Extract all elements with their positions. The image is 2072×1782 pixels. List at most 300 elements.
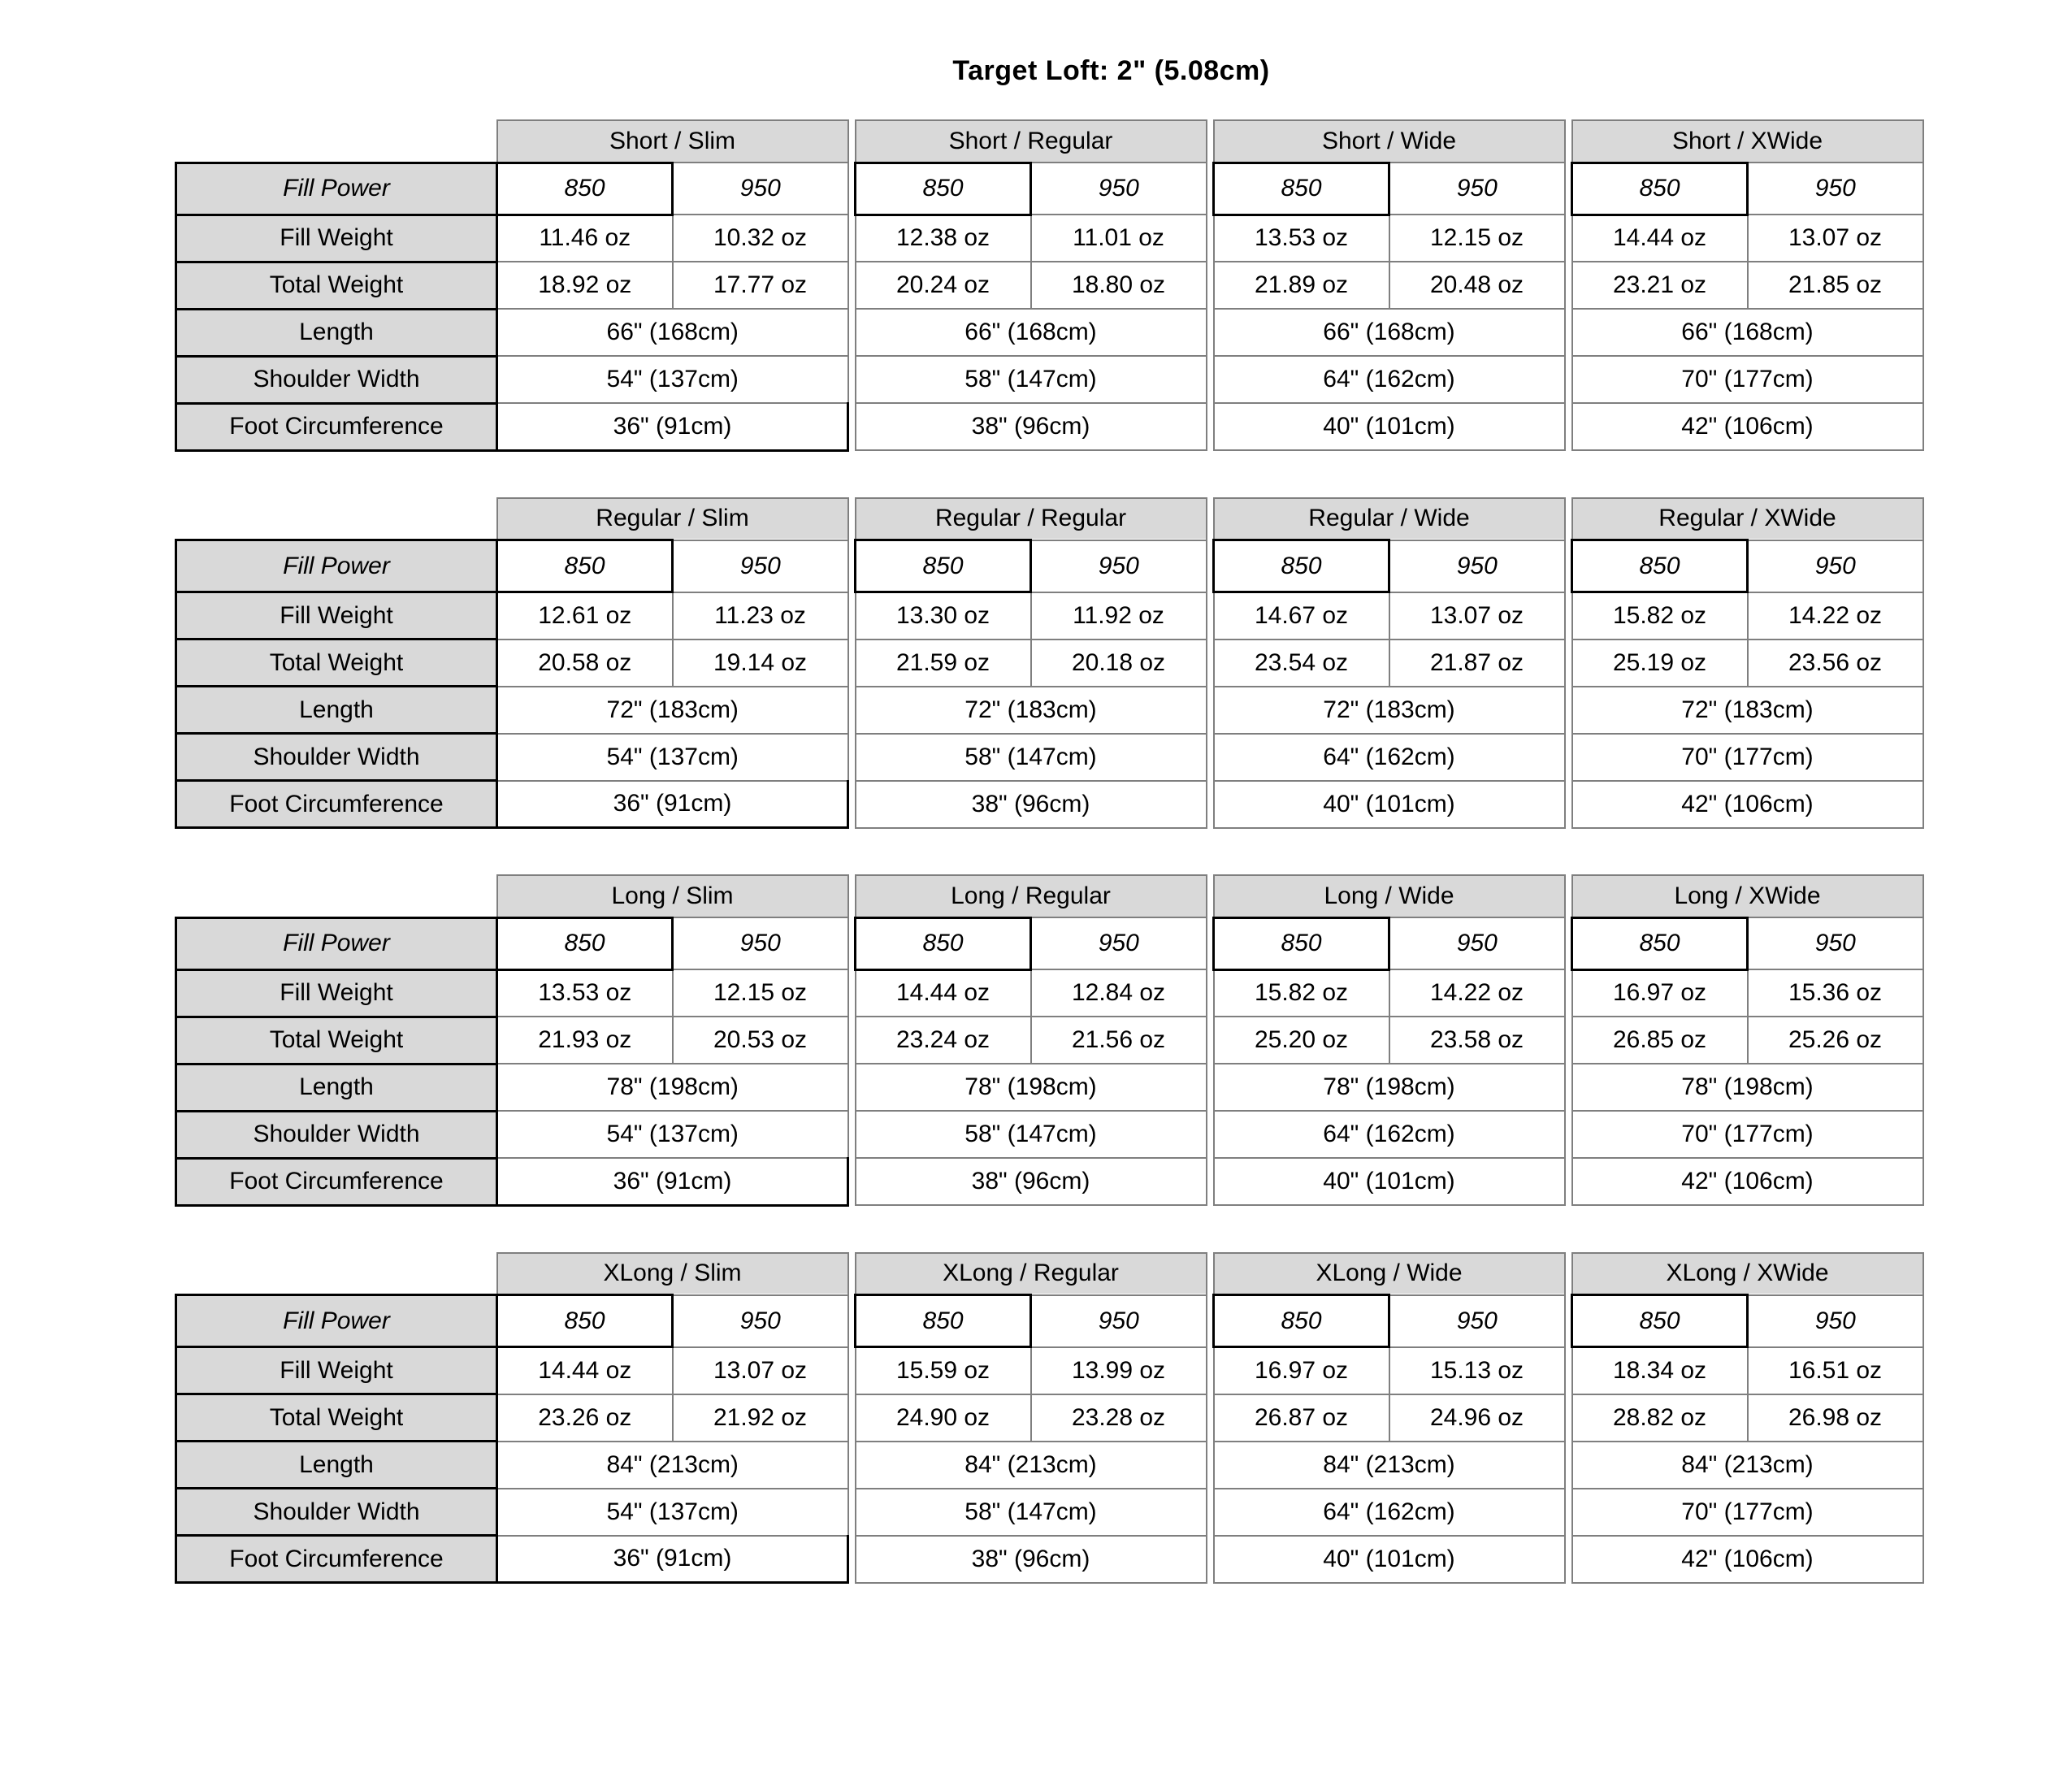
column-spacer <box>1207 687 1214 734</box>
size-tables-container <box>0 87 2072 1584</box>
column-spacer <box>1207 1347 1214 1394</box>
column-spacer <box>848 1394 856 1442</box>
fill-power-950-cell: 950 <box>673 163 848 215</box>
fill-weight-850-value: 12.61 oz <box>497 592 673 640</box>
total-weight-850-value: 26.87 oz <box>1214 1394 1389 1442</box>
total-weight-850-value: 24.90 oz <box>856 1394 1031 1442</box>
fill-power-850-cell: 850 <box>856 917 1031 969</box>
total-weight-950-value: 23.28 oz <box>1031 1394 1207 1442</box>
size-table-regular <box>175 497 1924 830</box>
fill-power-850-cell: 850 <box>1214 163 1389 215</box>
table-row-total-weight <box>176 1394 1923 1442</box>
column-spacer <box>848 687 856 734</box>
column-spacer <box>1565 1111 1572 1158</box>
column-spacer <box>1207 1442 1214 1489</box>
row-label-foot-circumference: Foot Circumference <box>176 1158 497 1205</box>
size-table-long <box>175 874 1924 1207</box>
column-spacer <box>1207 875 1214 917</box>
shoulder-width-value: 70" (177cm) <box>1572 734 1923 781</box>
shoulder-width-value: 54" (137cm) <box>497 1489 848 1536</box>
column-spacer <box>1565 1347 1572 1394</box>
table-row-fill-power <box>176 917 1923 969</box>
row-label-fill-weight: Fill Weight <box>176 969 497 1017</box>
shoulder-width-value: 64" (162cm) <box>1214 734 1565 781</box>
foot-circumference-value: 38" (96cm) <box>856 1536 1207 1583</box>
fill-power-950-cell: 950 <box>1031 1295 1207 1347</box>
group-header-cell: Short / Slim <box>497 120 848 163</box>
total-weight-850-value: 21.89 oz <box>1214 262 1389 309</box>
column-spacer <box>1565 1394 1572 1442</box>
length-value: 66" (168cm) <box>856 309 1207 356</box>
column-spacer <box>1207 1489 1214 1536</box>
total-weight-850-value: 21.93 oz <box>497 1017 673 1064</box>
corner-cell <box>176 1253 497 1295</box>
fill-weight-850-value: 14.44 oz <box>856 969 1031 1017</box>
foot-circumference-value: 36" (91cm) <box>497 1536 848 1583</box>
fill-weight-850-value: 15.82 oz <box>1572 592 1748 640</box>
column-spacer <box>1207 781 1214 828</box>
column-spacer <box>1565 640 1572 687</box>
column-spacer <box>848 1347 856 1394</box>
fill-weight-950-value: 12.15 oz <box>1389 215 1565 262</box>
table-row-total-weight <box>176 1017 1923 1064</box>
column-spacer <box>1565 163 1572 215</box>
fill-power-950-cell: 950 <box>1748 917 1923 969</box>
fill-weight-950-value: 14.22 oz <box>1748 592 1923 640</box>
column-spacer <box>1207 1158 1214 1205</box>
table-row-header <box>176 498 1923 540</box>
column-spacer <box>1565 969 1572 1017</box>
shoulder-width-value: 70" (177cm) <box>1572 1111 1923 1158</box>
group-header-cell: XLong / XWide <box>1572 1253 1923 1295</box>
group-header-cell: Long / XWide <box>1572 875 1923 917</box>
length-value: 78" (198cm) <box>1214 1064 1565 1111</box>
fill-power-850-cell: 850 <box>1572 540 1748 592</box>
fill-weight-950-value: 10.32 oz <box>673 215 848 262</box>
group-header-cell: Regular / Wide <box>1214 498 1565 540</box>
fill-power-850-cell: 850 <box>1572 1295 1748 1347</box>
fill-power-850-cell: 850 <box>497 917 673 969</box>
column-spacer <box>848 1489 856 1536</box>
column-spacer <box>848 309 856 356</box>
table-row-foot-circumference <box>176 1158 1923 1205</box>
total-weight-850-value: 28.82 oz <box>1572 1394 1748 1442</box>
fill-power-950-cell: 950 <box>1748 540 1923 592</box>
shoulder-width-value: 64" (162cm) <box>1214 1111 1565 1158</box>
column-spacer <box>1207 262 1214 309</box>
row-label-foot-circumference: Foot Circumference <box>176 1536 497 1583</box>
column-spacer <box>1565 1489 1572 1536</box>
foot-circumference-value: 42" (106cm) <box>1572 403 1923 450</box>
corner-cell <box>176 120 497 163</box>
fill-weight-950-value: 11.23 oz <box>673 592 848 640</box>
table-row-length <box>176 1442 1923 1489</box>
total-weight-850-value: 20.24 oz <box>856 262 1031 309</box>
row-label-fill-power: Fill Power <box>176 1295 497 1347</box>
fill-weight-850-value: 12.38 oz <box>856 215 1031 262</box>
fill-weight-850-value: 15.59 oz <box>856 1347 1031 1394</box>
fill-power-850-cell: 850 <box>1214 1295 1389 1347</box>
total-weight-950-value: 21.56 oz <box>1031 1017 1207 1064</box>
foot-circumference-value: 36" (91cm) <box>497 1158 848 1205</box>
table-row-fill-weight <box>176 215 1923 262</box>
column-spacer <box>848 734 856 781</box>
column-spacer <box>1565 781 1572 828</box>
total-weight-950-value: 19.14 oz <box>673 640 848 687</box>
fill-power-850-cell: 850 <box>856 1295 1031 1347</box>
foot-circumference-value: 40" (101cm) <box>1214 403 1565 450</box>
column-spacer <box>1207 734 1214 781</box>
table-row-fill-weight <box>176 1347 1923 1394</box>
fill-weight-850-value: 14.44 oz <box>497 1347 673 1394</box>
fill-weight-950-value: 13.07 oz <box>673 1347 848 1394</box>
fill-power-950-cell: 950 <box>1748 163 1923 215</box>
column-spacer <box>1207 592 1214 640</box>
column-spacer <box>1207 917 1214 969</box>
foot-circumference-value: 40" (101cm) <box>1214 1158 1565 1205</box>
fill-power-850-cell: 850 <box>497 540 673 592</box>
table-row-fill-power <box>176 1295 1923 1347</box>
column-spacer <box>1565 1158 1572 1205</box>
fill-weight-850-value: 16.97 oz <box>1214 1347 1389 1394</box>
foot-circumference-value: 42" (106cm) <box>1572 781 1923 828</box>
shoulder-width-value: 64" (162cm) <box>1214 356 1565 403</box>
fill-weight-850-value: 13.30 oz <box>856 592 1031 640</box>
group-header-cell: XLong / Wide <box>1214 1253 1565 1295</box>
column-spacer <box>1565 1253 1572 1295</box>
table-row-shoulder-width <box>176 734 1923 781</box>
fill-weight-950-value: 13.99 oz <box>1031 1347 1207 1394</box>
row-label-length: Length <box>176 687 497 734</box>
table-row-length <box>176 1064 1923 1111</box>
fill-power-950-cell: 950 <box>1748 1295 1923 1347</box>
row-label-total-weight: Total Weight <box>176 262 497 309</box>
column-spacer <box>1565 734 1572 781</box>
group-header-cell: Regular / XWide <box>1572 498 1923 540</box>
column-spacer <box>848 640 856 687</box>
fill-power-950-cell: 950 <box>1389 163 1565 215</box>
foot-circumference-value: 42" (106cm) <box>1572 1158 1923 1205</box>
column-spacer <box>1565 540 1572 592</box>
column-spacer <box>1207 1064 1214 1111</box>
column-spacer <box>1565 309 1572 356</box>
row-label-fill-weight: Fill Weight <box>176 1347 497 1394</box>
row-label-shoulder-width: Shoulder Width <box>176 734 497 781</box>
row-label-length: Length <box>176 309 497 356</box>
foot-circumference-value: 40" (101cm) <box>1214 1536 1565 1583</box>
column-spacer <box>848 215 856 262</box>
total-weight-950-value: 21.87 oz <box>1389 640 1565 687</box>
column-spacer <box>848 540 856 592</box>
total-weight-850-value: 26.85 oz <box>1572 1017 1748 1064</box>
shoulder-width-value: 64" (162cm) <box>1214 1489 1565 1536</box>
fill-power-850-cell: 850 <box>1214 540 1389 592</box>
total-weight-850-value: 20.58 oz <box>497 640 673 687</box>
table-row-total-weight <box>176 262 1923 309</box>
column-spacer <box>1207 403 1214 450</box>
group-header-cell: Long / Slim <box>497 875 848 917</box>
column-spacer <box>1207 1253 1214 1295</box>
length-value: 72" (183cm) <box>1214 687 1565 734</box>
table-row-fill-power <box>176 540 1923 592</box>
length-value: 84" (213cm) <box>856 1442 1207 1489</box>
fill-weight-950-value: 12.84 oz <box>1031 969 1207 1017</box>
fill-weight-950-value: 11.01 oz <box>1031 215 1207 262</box>
column-spacer <box>1565 917 1572 969</box>
table-row-foot-circumference <box>176 1536 1923 1583</box>
fill-weight-850-value: 13.53 oz <box>1214 215 1389 262</box>
fill-power-950-cell: 950 <box>673 540 848 592</box>
foot-circumference-value: 36" (91cm) <box>497 781 848 828</box>
column-spacer <box>1207 120 1214 163</box>
column-spacer <box>1207 1295 1214 1347</box>
fill-power-850-cell: 850 <box>856 163 1031 215</box>
row-label-shoulder-width: Shoulder Width <box>176 356 497 403</box>
fill-weight-950-value: 13.07 oz <box>1748 215 1923 262</box>
fill-weight-950-value: 11.92 oz <box>1031 592 1207 640</box>
foot-circumference-value: 38" (96cm) <box>856 1158 1207 1205</box>
group-header-cell: Short / Wide <box>1214 120 1565 163</box>
column-spacer <box>848 403 856 450</box>
total-weight-950-value: 20.48 oz <box>1389 262 1565 309</box>
total-weight-950-value: 17.77 oz <box>673 262 848 309</box>
fill-power-850-cell: 850 <box>497 163 673 215</box>
column-spacer <box>1207 309 1214 356</box>
table-row-fill-power <box>176 163 1923 215</box>
row-label-total-weight: Total Weight <box>176 640 497 687</box>
total-weight-850-value: 23.21 oz <box>1572 262 1748 309</box>
column-spacer <box>848 1064 856 1111</box>
length-value: 78" (198cm) <box>856 1064 1207 1111</box>
size-table-xlong <box>175 1252 1924 1585</box>
table-row-header <box>176 1253 1923 1295</box>
corner-cell <box>176 498 497 540</box>
fill-weight-950-value: 13.07 oz <box>1389 592 1565 640</box>
fill-weight-850-value: 14.44 oz <box>1572 215 1748 262</box>
column-spacer <box>848 498 856 540</box>
length-value: 72" (183cm) <box>497 687 848 734</box>
row-label-shoulder-width: Shoulder Width <box>176 1489 497 1536</box>
column-spacer <box>848 917 856 969</box>
row-label-fill-weight: Fill Weight <box>176 215 497 262</box>
column-spacer <box>1565 215 1572 262</box>
column-spacer <box>1207 163 1214 215</box>
shoulder-width-value: 58" (147cm) <box>856 356 1207 403</box>
length-value: 72" (183cm) <box>856 687 1207 734</box>
foot-circumference-value: 36" (91cm) <box>497 403 848 450</box>
total-weight-950-value: 21.92 oz <box>673 1394 848 1442</box>
fill-power-950-cell: 950 <box>1389 917 1565 969</box>
column-spacer <box>1565 1295 1572 1347</box>
total-weight-950-value: 24.96 oz <box>1389 1394 1565 1442</box>
total-weight-850-value: 21.59 oz <box>856 640 1031 687</box>
row-label-total-weight: Total Weight <box>176 1394 497 1442</box>
group-header-cell: Short / Regular <box>856 120 1207 163</box>
column-spacer <box>848 1536 856 1583</box>
row-label-shoulder-width: Shoulder Width <box>176 1111 497 1158</box>
column-spacer <box>1207 215 1214 262</box>
column-spacer <box>1207 1111 1214 1158</box>
column-spacer <box>1207 1017 1214 1064</box>
column-spacer <box>848 1295 856 1347</box>
fill-weight-850-value: 16.97 oz <box>1572 969 1748 1017</box>
column-spacer <box>1565 875 1572 917</box>
row-label-length: Length <box>176 1442 497 1489</box>
fill-power-950-cell: 950 <box>673 917 848 969</box>
shoulder-width-value: 70" (177cm) <box>1572 356 1923 403</box>
corner-cell <box>176 875 497 917</box>
length-value: 84" (213cm) <box>1572 1442 1923 1489</box>
column-spacer <box>848 120 856 163</box>
fill-weight-950-value: 12.15 oz <box>673 969 848 1017</box>
shoulder-width-value: 54" (137cm) <box>497 1111 848 1158</box>
fill-weight-850-value: 15.82 oz <box>1214 969 1389 1017</box>
column-spacer <box>1207 356 1214 403</box>
table-row-fill-weight <box>176 969 1923 1017</box>
length-value: 66" (168cm) <box>1214 309 1565 356</box>
group-header-cell: Short / XWide <box>1572 120 1923 163</box>
total-weight-850-value: 25.20 oz <box>1214 1017 1389 1064</box>
foot-circumference-value: 42" (106cm) <box>1572 1536 1923 1583</box>
total-weight-950-value: 18.80 oz <box>1031 262 1207 309</box>
column-spacer <box>1207 1394 1214 1442</box>
column-spacer <box>848 1158 856 1205</box>
column-spacer <box>1565 687 1572 734</box>
total-weight-950-value: 23.58 oz <box>1389 1017 1565 1064</box>
table-row-shoulder-width <box>176 1111 1923 1158</box>
fill-power-850-cell: 850 <box>1214 917 1389 969</box>
column-spacer <box>1565 498 1572 540</box>
row-label-total-weight: Total Weight <box>176 1017 497 1064</box>
fill-weight-950-value: 16.51 oz <box>1748 1347 1923 1394</box>
row-label-fill-power: Fill Power <box>176 163 497 215</box>
group-header-cell: Regular / Slim <box>497 498 848 540</box>
fill-weight-950-value: 14.22 oz <box>1389 969 1565 1017</box>
fill-power-950-cell: 950 <box>1031 917 1207 969</box>
fill-weight-850-value: 18.34 oz <box>1572 1347 1748 1394</box>
total-weight-850-value: 23.54 oz <box>1214 640 1389 687</box>
shoulder-width-value: 54" (137cm) <box>497 356 848 403</box>
table-row-header <box>176 120 1923 163</box>
length-value: 78" (198cm) <box>497 1064 848 1111</box>
fill-weight-950-value: 15.36 oz <box>1748 969 1923 1017</box>
fill-power-950-cell: 950 <box>1031 163 1207 215</box>
row-label-fill-power: Fill Power <box>176 917 497 969</box>
column-spacer <box>848 875 856 917</box>
length-value: 84" (213cm) <box>497 1442 848 1489</box>
group-header-cell: Regular / Regular <box>856 498 1207 540</box>
total-weight-950-value: 20.18 oz <box>1031 640 1207 687</box>
column-spacer <box>848 356 856 403</box>
column-spacer <box>848 163 856 215</box>
total-weight-950-value: 21.85 oz <box>1748 262 1923 309</box>
column-spacer <box>1565 403 1572 450</box>
table-row-shoulder-width <box>176 1489 1923 1536</box>
column-spacer <box>1207 1536 1214 1583</box>
total-weight-950-value: 20.53 oz <box>673 1017 848 1064</box>
page-title: Target Loft: 2" (5.08cm) <box>952 55 1270 86</box>
column-spacer <box>1565 1064 1572 1111</box>
column-spacer <box>848 1442 856 1489</box>
group-header-cell: XLong / Slim <box>497 1253 848 1295</box>
row-label-fill-weight: Fill Weight <box>176 592 497 640</box>
fill-power-950-cell: 950 <box>1389 1295 1565 1347</box>
total-weight-850-value: 23.26 oz <box>497 1394 673 1442</box>
row-label-foot-circumference: Foot Circumference <box>176 403 497 450</box>
foot-circumference-value: 38" (96cm) <box>856 403 1207 450</box>
table-row-fill-weight <box>176 592 1923 640</box>
row-label-length: Length <box>176 1064 497 1111</box>
column-spacer <box>1565 1536 1572 1583</box>
length-value: 84" (213cm) <box>1214 1442 1565 1489</box>
total-weight-950-value: 25.26 oz <box>1748 1017 1923 1064</box>
column-spacer <box>848 1017 856 1064</box>
column-spacer <box>1207 969 1214 1017</box>
length-value: 66" (168cm) <box>497 309 848 356</box>
fill-weight-850-value: 11.46 oz <box>497 215 673 262</box>
column-spacer <box>848 969 856 1017</box>
group-header-cell: XLong / Regular <box>856 1253 1207 1295</box>
table-row-foot-circumference <box>176 781 1923 828</box>
length-value: 72" (183cm) <box>1572 687 1923 734</box>
table-row-total-weight <box>176 640 1923 687</box>
fill-power-850-cell: 850 <box>856 540 1031 592</box>
column-spacer <box>1207 640 1214 687</box>
row-label-fill-power: Fill Power <box>176 540 497 592</box>
fill-weight-850-value: 13.53 oz <box>497 969 673 1017</box>
table-row-length <box>176 687 1923 734</box>
total-weight-950-value: 26.98 oz <box>1748 1394 1923 1442</box>
total-weight-850-value: 23.24 oz <box>856 1017 1031 1064</box>
column-spacer <box>1565 1017 1572 1064</box>
table-row-foot-circumference <box>176 403 1923 450</box>
total-weight-950-value: 23.56 oz <box>1748 640 1923 687</box>
table-row-length <box>176 309 1923 356</box>
column-spacer <box>848 262 856 309</box>
column-spacer <box>1565 262 1572 309</box>
column-spacer <box>1207 540 1214 592</box>
column-spacer <box>848 592 856 640</box>
length-value: 78" (198cm) <box>1572 1064 1923 1111</box>
column-spacer <box>848 1253 856 1295</box>
group-header-cell: Long / Wide <box>1214 875 1565 917</box>
shoulder-width-value: 58" (147cm) <box>856 1111 1207 1158</box>
table-row-header <box>176 875 1923 917</box>
table-row-shoulder-width <box>176 356 1923 403</box>
fill-power-850-cell: 850 <box>1572 917 1748 969</box>
foot-circumference-value: 40" (101cm) <box>1214 781 1565 828</box>
fill-power-950-cell: 950 <box>673 1295 848 1347</box>
fill-power-950-cell: 950 <box>1389 540 1565 592</box>
length-value: 66" (168cm) <box>1572 309 1923 356</box>
column-spacer <box>1565 1442 1572 1489</box>
column-spacer <box>1565 356 1572 403</box>
shoulder-width-value: 54" (137cm) <box>497 734 848 781</box>
fill-weight-850-value: 14.67 oz <box>1214 592 1389 640</box>
shoulder-width-value: 58" (147cm) <box>856 734 1207 781</box>
column-spacer <box>1207 498 1214 540</box>
column-spacer <box>848 781 856 828</box>
total-weight-850-value: 18.92 oz <box>497 262 673 309</box>
total-weight-850-value: 25.19 oz <box>1572 640 1748 687</box>
fill-power-850-cell: 850 <box>497 1295 673 1347</box>
column-spacer <box>848 1111 856 1158</box>
fill-power-950-cell: 950 <box>1031 540 1207 592</box>
column-spacer <box>1565 120 1572 163</box>
row-label-foot-circumference: Foot Circumference <box>176 781 497 828</box>
fill-weight-950-value: 15.13 oz <box>1389 1347 1565 1394</box>
shoulder-width-value: 70" (177cm) <box>1572 1489 1923 1536</box>
